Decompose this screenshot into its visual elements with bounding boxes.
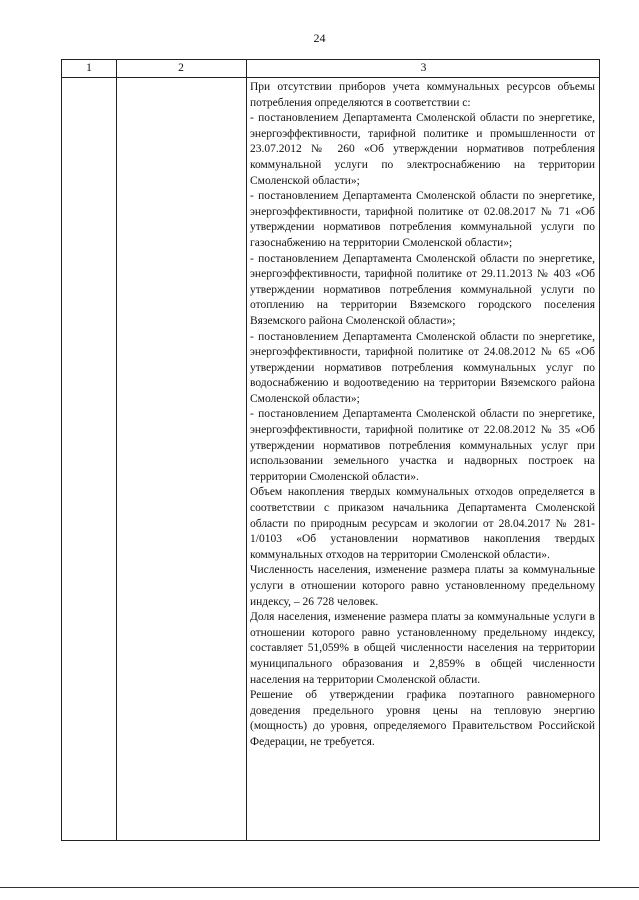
paragraph-resolution-land: - постановлением Департамента Смоленской области по энергетике, энергоэффективности, тарифной политике от 22.08.2012 № 35 «Об утверждении нормативов потребления коммунальных услуг при использовании земельного участка и надворных построек на территории Смоленской области». bbox=[250, 408, 595, 483]
column-header-2: 2 bbox=[178, 62, 184, 74]
paragraph-intro: При отсутствии приборов учета коммунальных ресурсов объемы потребления определяются в соответствии с: bbox=[250, 81, 595, 109]
paragraph-population-share: Доля населения, изменение размера платы за коммунальные услуги в отношении которого равно установленному предельному индексу, составляет 51,059% в общей численности населения на территории муниципального образования и 2,859% в общей численности населения на территории Смоленской области. bbox=[250, 611, 595, 686]
column-header-3: 3 bbox=[420, 62, 427, 74]
document-table bbox=[61, 59, 600, 841]
paragraph-waste-volume: Объем накопления твердых коммунальных отходов определяется в соответствии с приказом начальника Департамента Смоленской области по природным ресурсам и экологии от 28.04.2017 № 281-1/0103 «Об установлении нормативов накопления твердых коммунальных отходов на территории Смоленской области». bbox=[250, 486, 595, 561]
column-divider bbox=[246, 60, 247, 840]
paragraph-resolution-electricity: - постановлением Департамента Смоленской области по энергетике, энергоэффективности, тарифной политике и промышленности от 23.07.2012 № 260 «Об утверждении нормативов потребления коммунальной услуги по электроснабжению на территории Смоленской области»; bbox=[250, 112, 595, 187]
column-divider bbox=[116, 60, 117, 840]
column-3-content bbox=[250, 80, 595, 751]
column-header-1: 1 bbox=[86, 62, 92, 74]
paragraph-resolution-water: - постановлением Департамента Смоленской области по энергетике, энергоэффективности, тарифной политике от 24.08.2012 № 65 «Об утверждении нормативов потребления коммунальных услуг по водоснабжению и водоотведению на территории Вяземского района Смоленской области»; bbox=[250, 330, 595, 405]
header-divider bbox=[62, 77, 599, 78]
paragraph-population-count: Численность населения, изменение размера платы за коммунальные услуги в отношении которого равно установленному предельному индексу, – 26 728 человек. bbox=[250, 564, 595, 608]
page-number: 24 bbox=[313, 31, 326, 45]
bottom-rule bbox=[0, 887, 639, 888]
paragraph-resolution-gas: - постановлением Департамента Смоленской области по энергетике, энергоэффективности, тарифной политике от 02.08.2017 № 71 «Об утверждении нормативов потребления коммунальной услуги по газоснабжению на территории Смоленской области»; bbox=[250, 190, 595, 249]
paragraph-resolution-heating: - постановлением Департамента Смоленской области по энергетике, энергоэффективности, тарифной политике от 29.11.2013 № 403 «Об утверждении нормативов потребления коммунальной услуги по отоплению на территории Вяземского городского поселения Вяземского района Смоленской области»; bbox=[250, 252, 595, 327]
paragraph-heat-price-decision: Решение об утверждении графика поэтапного равномерного доведения предельного уровня цены на тепловую энергию (мощность) до уровня, определяемого Правительством Российской Федерации, не требуется. bbox=[250, 689, 595, 748]
